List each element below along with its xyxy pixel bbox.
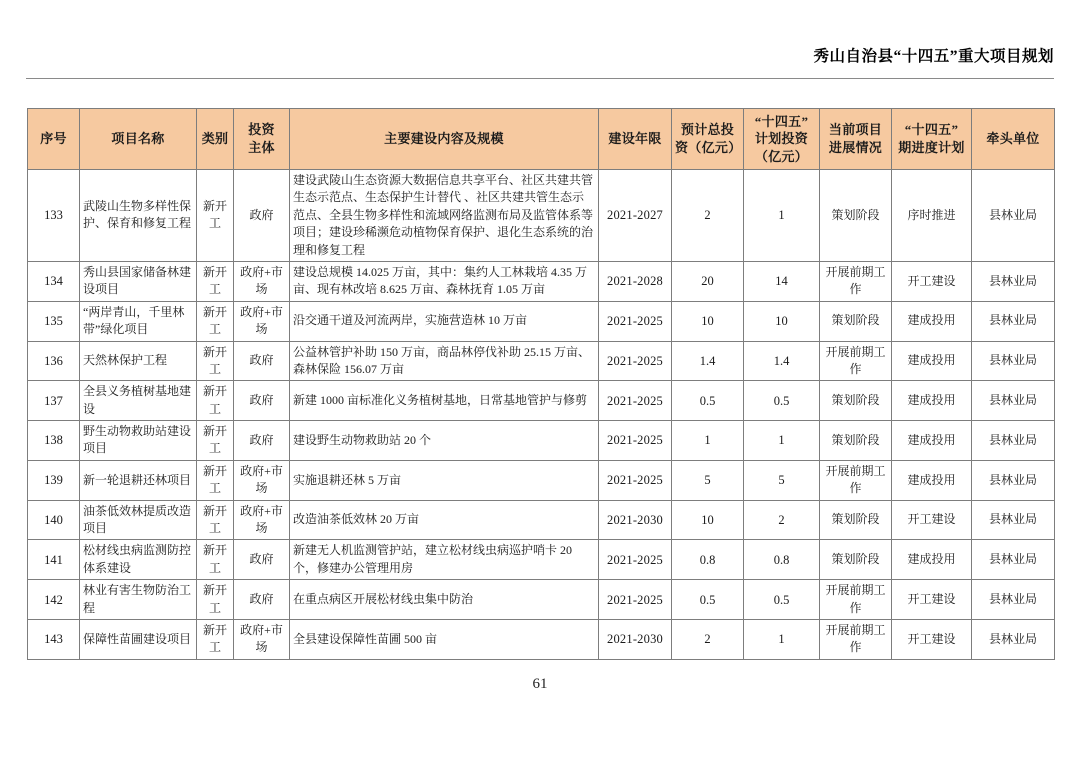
cell-no: 137: [28, 381, 80, 421]
cell-schedule: 建成投用: [892, 301, 972, 341]
cell-years: 2021-2025: [599, 421, 672, 461]
column-header-project-name: 项目名称: [80, 109, 197, 170]
cell-lead-unit: 县林业局: [972, 381, 1055, 421]
table-row: [28, 421, 1055, 461]
cell-investment-subject: 政府+市场: [234, 500, 290, 540]
investment-subject-line1: 投资: [248, 122, 275, 138]
cell-content: 全县建设保障性苗圃 500 亩: [290, 619, 599, 659]
cell-total-investment: 0.5: [672, 381, 744, 421]
cell-investment-subject: 政府: [234, 540, 290, 580]
cell-content: 改造油茶低效林 20 万亩: [290, 500, 599, 540]
table-header-row: [28, 109, 1055, 170]
cell-progress: 策划阶段: [820, 170, 892, 262]
cell-years: 2021-2025: [599, 341, 672, 381]
cell-progress: 开展前期工作: [820, 580, 892, 620]
cell-plan-investment: 0.5: [744, 580, 820, 620]
cell-content: 建设野生动物救助站 20 个: [290, 421, 599, 461]
table-row: [28, 619, 1055, 659]
cell-total-investment: 10: [672, 301, 744, 341]
cell-project-name: 武陵山生物多样性保护、保育和修复工程: [80, 170, 197, 262]
cell-content: 新建 1000 亩标准化义务植树基地，日常基地管护与修剪: [290, 381, 599, 421]
cell-no: 133: [28, 170, 80, 262]
cell-plan-investment: 1: [744, 619, 820, 659]
column-header-investment-subject: [234, 109, 290, 170]
cell-investment-subject: 政府: [234, 381, 290, 421]
cell-years: 2021-2025: [599, 381, 672, 421]
cell-progress: 开展前期工作: [820, 261, 892, 301]
cell-lead-unit: 县林业局: [972, 170, 1055, 262]
cell-category: 新开工: [197, 460, 234, 500]
cell-years: 2021-2028: [599, 261, 672, 301]
cell-years: 2021-2025: [599, 580, 672, 620]
cell-no: 139: [28, 460, 80, 500]
cell-no: 136: [28, 341, 80, 381]
total-investment-line1: 预计总投: [680, 122, 735, 138]
cell-progress: 策划阶段: [820, 301, 892, 341]
cell-investment-subject: 政府: [234, 421, 290, 461]
cell-no: 143: [28, 619, 80, 659]
plan-investment-line3: （亿元）: [754, 148, 809, 164]
cell-years: 2021-2030: [599, 500, 672, 540]
cell-no: 135: [28, 301, 80, 341]
cell-project-name: 新一轮退耕还林项目: [80, 460, 197, 500]
cell-plan-investment: 1: [744, 421, 820, 461]
running-header: 秀山自治县“十四五”重大项目规划: [813, 48, 1054, 65]
cell-project-name: 秀山县国家储备林建设项目: [80, 261, 197, 301]
cell-content: 新建无人机监测管护站，建立松材线虫病巡护哨卡 20 个，修建办公管理用房: [290, 540, 599, 580]
table-row: [28, 540, 1055, 580]
cell-total-investment: 2: [672, 619, 744, 659]
cell-plan-investment: 1.4: [744, 341, 820, 381]
cell-schedule: 建成投用: [892, 540, 972, 580]
cell-total-investment: 20: [672, 261, 744, 301]
plan-investment-line2: 计划投资: [754, 131, 809, 147]
cell-no: 138: [28, 421, 80, 461]
cell-plan-investment: 0.8: [744, 540, 820, 580]
cell-no: 141: [28, 540, 80, 580]
plan-investment-line1: “十四五”: [754, 113, 809, 129]
cell-content: 实施退耕还林 5 万亩: [290, 460, 599, 500]
table-row: [28, 460, 1055, 500]
column-header-schedule: [892, 109, 972, 170]
cell-investment-subject: 政府: [234, 341, 290, 381]
cell-investment-subject: 政府+市场: [234, 261, 290, 301]
column-header-plan-investment: [744, 109, 820, 170]
table-header: [28, 109, 1055, 170]
cell-project-name: 全县义务植树基地建设: [80, 381, 197, 421]
cell-lead-unit: 县林业局: [972, 619, 1055, 659]
cell-no: 134: [28, 261, 80, 301]
cell-schedule: 建成投用: [892, 460, 972, 500]
cell-category: 新开工: [197, 619, 234, 659]
cell-progress: 策划阶段: [820, 500, 892, 540]
cell-plan-investment: 5: [744, 460, 820, 500]
cell-category: 新开工: [197, 381, 234, 421]
cell-no: 140: [28, 500, 80, 540]
schedule-line1: “十四五”: [904, 122, 959, 138]
cell-project-name: 松材线虫病监测防控体系建设: [80, 540, 197, 580]
cell-total-investment: 0.5: [672, 580, 744, 620]
column-header-years: 建设年限: [599, 109, 672, 170]
column-header-lead-unit: 牵头单位: [972, 109, 1055, 170]
cell-total-investment: 0.8: [672, 540, 744, 580]
cell-category: 新开工: [197, 580, 234, 620]
progress-line2: 进展情况: [828, 140, 883, 155]
cell-progress: 开展前期工作: [820, 460, 892, 500]
cell-category: 新开工: [197, 341, 234, 381]
project-plan-table: [27, 108, 1055, 660]
cell-category: 新开工: [197, 301, 234, 341]
cell-content: 在重点病区开展松材线虫集中防治: [290, 580, 599, 620]
cell-schedule: 序时推进: [892, 170, 972, 262]
table-body: [28, 170, 1055, 660]
column-header-progress: [820, 109, 892, 170]
cell-category: 新开工: [197, 261, 234, 301]
cell-schedule: 建成投用: [892, 421, 972, 461]
cell-schedule: 建成投用: [892, 381, 972, 421]
cell-total-investment: 1.4: [672, 341, 744, 381]
cell-plan-investment: 0.5: [744, 381, 820, 421]
cell-schedule: 开工建设: [892, 500, 972, 540]
cell-total-investment: 10: [672, 500, 744, 540]
column-header-no: 序号: [28, 109, 80, 170]
cell-project-name: “两岸青山，千里林带”绿化项目: [80, 301, 197, 341]
cell-schedule: 开工建设: [892, 619, 972, 659]
table-row: [28, 500, 1055, 540]
table-row: [28, 170, 1055, 262]
header-divider-rule: [26, 78, 1054, 79]
cell-investment-subject: 政府+市场: [234, 460, 290, 500]
schedule-line2: 期进度计划: [898, 140, 965, 155]
cell-plan-investment: 1: [744, 170, 820, 262]
cell-lead-unit: 县林业局: [972, 421, 1055, 461]
page-number: 61: [532, 676, 548, 692]
cell-years: 2021-2025: [599, 460, 672, 500]
cell-schedule: 开工建设: [892, 580, 972, 620]
cell-project-name: 林业有害生物防治工程: [80, 580, 197, 620]
investment-subject-line2: 主体: [248, 140, 275, 155]
cell-project-name: 天然林保护工程: [80, 341, 197, 381]
cell-progress: 策划阶段: [820, 421, 892, 461]
cell-lead-unit: 县林业局: [972, 580, 1055, 620]
cell-years: 2021-2027: [599, 170, 672, 262]
cell-category: 新开工: [197, 500, 234, 540]
cell-years: 2021-2030: [599, 619, 672, 659]
cell-lead-unit: 县林业局: [972, 500, 1055, 540]
total-investment-line2: 资（亿元）: [675, 140, 742, 155]
cell-years: 2021-2025: [599, 301, 672, 341]
cell-content: 公益林管护补助 150 万亩，商品林停伐补助 25.15 万亩、森林保险 156.07 万亩: [290, 341, 599, 381]
cell-progress: 开展前期工作: [820, 619, 892, 659]
cell-total-investment: 5: [672, 460, 744, 500]
cell-content: 沿交通干道及河流两岸，实施营造林 10 万亩: [290, 301, 599, 341]
cell-category: 新开工: [197, 421, 234, 461]
cell-total-investment: 2: [672, 170, 744, 262]
table-row: [28, 301, 1055, 341]
cell-project-name: 油茶低效林提质改造项目: [80, 500, 197, 540]
cell-plan-investment: 10: [744, 301, 820, 341]
cell-plan-investment: 2: [744, 500, 820, 540]
table-row: [28, 381, 1055, 421]
cell-lead-unit: 县林业局: [972, 341, 1055, 381]
cell-lead-unit: 县林业局: [972, 460, 1055, 500]
cell-category: 新开工: [197, 170, 234, 262]
column-header-content: 主要建设内容及规模: [290, 109, 599, 170]
column-header-total-investment: [672, 109, 744, 170]
cell-category: 新开工: [197, 540, 234, 580]
cell-schedule: 开工建设: [892, 261, 972, 301]
cell-progress: 策划阶段: [820, 540, 892, 580]
cell-investment-subject: 政府+市场: [234, 619, 290, 659]
table-row: [28, 261, 1055, 301]
cell-content: 建设武陵山生态资源大数据信息共享平台、社区共建共管生态示范点、生态保护生计替代 、社区共建共管生态示范点、全县生物多样性和流域网络监测布局及监管体系等项目；建设珍稀濒危动植物保育保护、退化生态系统的治理和修复工程: [290, 170, 599, 262]
project-plan-table-container: [27, 108, 1054, 660]
column-header-category: 类别: [197, 109, 234, 170]
cell-lead-unit: 县林业局: [972, 261, 1055, 301]
cell-investment-subject: 政府+市场: [234, 301, 290, 341]
cell-project-name: 野生动物救助站建设项目: [80, 421, 197, 461]
cell-progress: 开展前期工作: [820, 341, 892, 381]
cell-investment-subject: 政府: [234, 580, 290, 620]
cell-project-name: 保障性苗圃建设项目: [80, 619, 197, 659]
cell-progress: 策划阶段: [820, 381, 892, 421]
cell-investment-subject: 政府: [234, 170, 290, 262]
table-row: [28, 580, 1055, 620]
cell-total-investment: 1: [672, 421, 744, 461]
cell-lead-unit: 县林业局: [972, 540, 1055, 580]
table-row: [28, 341, 1055, 381]
progress-line1: 当前项目: [828, 122, 883, 138]
cell-lead-unit: 县林业局: [972, 301, 1055, 341]
cell-years: 2021-2025: [599, 540, 672, 580]
cell-no: 142: [28, 580, 80, 620]
cell-schedule: 建成投用: [892, 341, 972, 381]
cell-plan-investment: 14: [744, 261, 820, 301]
cell-content: 建设总规模 14.025 万亩，其中：集约人工林栽培 4.35 万亩、现有林改培 8.625 万亩、森林抚育 1.05 万亩: [290, 261, 599, 301]
